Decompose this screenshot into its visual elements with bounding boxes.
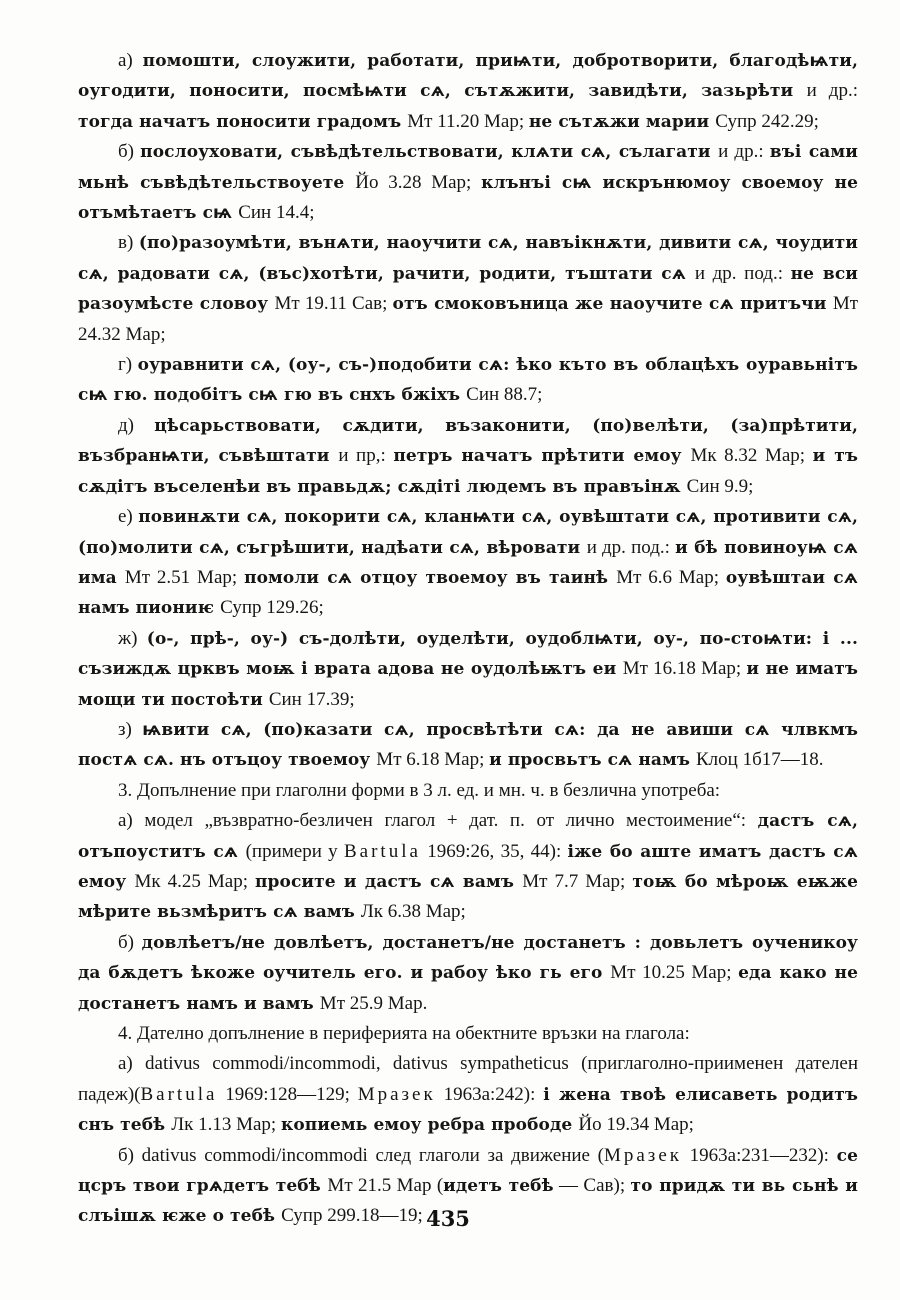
body-text: и др.: xyxy=(806,80,858,102)
old-slavonic-text: петръ начатъ прѣтити емоу xyxy=(393,446,691,467)
old-slavonic-text: тогда начатъ поносити градомъ xyxy=(78,111,408,132)
body-text: и др. под.: xyxy=(694,262,791,284)
body-text: Супр 299.18—19; xyxy=(281,1205,423,1227)
old-slavonic-text: послоуховати, съвѣдѣтельствовати, клѧти сѧ, сълагати xyxy=(140,142,719,163)
paragraph xyxy=(78,624,858,715)
body-text: Син 9.9; xyxy=(686,475,754,497)
old-slavonic-text: (о-, прѣ-, оу-) съ-долѣти, оуделѣти, оудоблѩти, оу-, по-стоѩти: і ... съзиждѫ црквъ моѭ і врата адова не оудолѣѭтъ еи xyxy=(78,628,858,680)
body-text: Мк 4.25 Мар; xyxy=(134,870,255,892)
body-text: Супр 129.26; xyxy=(220,597,324,619)
paragraph xyxy=(78,350,858,411)
body-text: Супр 242.29; xyxy=(715,110,819,132)
paragraph xyxy=(78,228,858,350)
old-slavonic-text: цѣсарьствовати, сѫдити, възаконити, (по)велѣти, (за)прѣтити, възбранѩти, съвѣштати xyxy=(78,415,858,467)
old-slavonic-text: и бѣ повиноуѩ сѧ има xyxy=(78,537,858,588)
body-text: в) xyxy=(118,232,139,254)
body-text: а) модел „възвратно-безличен глагол + дат. п. от лично местоимение“: xyxy=(118,810,758,832)
body-text: е) xyxy=(118,506,139,528)
paragraph xyxy=(78,1019,858,1049)
old-slavonic-text: оуравнити сѧ, (оу-, съ-)подобити сѧ: ѣко къто въ облацѣхъ оуравьнітъ сѩ гю. подобітъ сѩ гю въ снхъ бжіхъ xyxy=(78,355,858,406)
body-text: Мт 11.20 Мар; xyxy=(407,110,529,132)
old-slavonic-text: іже бо аште иматъ дастъ сѧ емоу xyxy=(78,841,858,892)
body-text: и др. под.: xyxy=(586,536,676,558)
body-text: 1969:128—129; xyxy=(217,1083,358,1105)
body-text: Син 14.4; xyxy=(238,202,315,224)
body-text: Йо 19.34 Мар; xyxy=(578,1114,694,1136)
body-text: Мт 6.6 Мар; xyxy=(616,566,726,588)
body-text: Мк 8.32 Мар; xyxy=(690,445,813,467)
old-slavonic-text: дастъ сѧ, отъпоуститъ сѧ xyxy=(78,811,858,862)
body-text: 1969:26, 35, 44): xyxy=(420,840,568,862)
old-slavonic-text: въі сами мьнѣ съвѣдѣтельствоуете xyxy=(78,142,858,193)
old-slavonic-text: помошти, слоужити, работати, приѩти, добротворити, благодѣѩти, оугодити, поносити, посмѣѩти сѧ, сътѫжити, завидѣти, зазьрѣти xyxy=(78,51,858,102)
body-text: а) dativus commodi/incommodi, dativus sympatheticus (приглаголно-приименен дателен падеж)( xyxy=(78,1053,858,1105)
body-text: Мт 6.18 Мар; xyxy=(376,749,490,771)
old-slavonic-text: просите и дастъ сѧ вамъ xyxy=(254,871,523,892)
body-text: и пр,: xyxy=(338,445,394,467)
old-slavonic-text: и просвьтъ сѧ намъ xyxy=(489,750,696,771)
body-text: Мт 21.5 Мар ( xyxy=(327,1175,444,1197)
old-slavonic-text: клънъі сѩ искрънюмоу своемоу не отъмѣтаетъ сѩ xyxy=(78,172,858,224)
old-slavonic-text: (по)разоумѣти, вънѧти, наоучити сѧ, навъікнѫти, дивити сѧ, чоудити сѧ, радовати сѧ, (въс)хотѣти, рачити, родити, тъштати сѧ xyxy=(78,233,858,284)
body-text: Йо 3.28 Мар; xyxy=(355,171,482,193)
body-text: б) dativus commodi/incommodi след глаголи за движение ( xyxy=(118,1144,604,1166)
body-text: 1963а:231—232): xyxy=(681,1144,837,1166)
old-slavonic-text: довлѣетъ/не довлѣетъ, достанетъ/не достанетъ : довьлетъ оученикоу да бѫдетъ ѣкоже оучитель его. и рабоу ѣко гь его xyxy=(78,932,858,984)
paragraph xyxy=(78,502,858,624)
body-text: Клоц 1б17—18. xyxy=(696,749,824,771)
paragraph xyxy=(78,715,858,776)
body-text: д) xyxy=(118,414,155,436)
body-text: г) xyxy=(118,354,138,376)
paragraph xyxy=(78,1049,858,1140)
old-slavonic-text: копиемь емоу ребра прободе xyxy=(280,1115,579,1136)
old-slavonic-text: то придѫ ти вь сьнѣ и слъішѫ ѥже о тебѣ xyxy=(78,1176,858,1227)
body-text: Лк 1.13 Мар; xyxy=(171,1114,281,1136)
author-name: Bartula xyxy=(140,1083,218,1105)
old-slavonic-text: оувѣштаи сѧ намъ пиониѥ xyxy=(78,567,858,619)
body-text: з) xyxy=(118,718,143,740)
body-text: Мт 10.25 Мар; xyxy=(610,962,739,984)
body-text: 3. Допълнение при глаголни форми в 3 л. ед. и мн. ч. в безлична употреба: xyxy=(118,779,721,801)
body-text: — Сав); xyxy=(553,1175,631,1197)
body-text: 4. Дателно допълнение в периферията на обектните връзки на глагола: xyxy=(118,1023,690,1044)
paragraph xyxy=(78,137,858,228)
body-text: (примери у xyxy=(245,840,344,862)
body-text: б) xyxy=(118,931,142,953)
old-slavonic-text: не вси разоумѣсте словоу xyxy=(78,263,858,315)
body-text: б) xyxy=(118,141,141,163)
old-slavonic-text: се цсръ твои грѧдетъ тебѣ xyxy=(78,1145,858,1197)
author-name: Мразек xyxy=(357,1083,436,1105)
body-text: Мт 19.11 Сав; xyxy=(274,293,393,315)
old-slavonic-text: и тъ сѫдітъ въселенѣи въ правьдѫ; сѫдіті людемъ въ правъінѫ xyxy=(78,446,858,497)
old-slavonic-text: і жена твоѣ елисаветь родитъ снъ тебѣ xyxy=(78,1084,858,1136)
old-slavonic-text: не сътѫжи марии xyxy=(528,111,716,132)
author-name: Bartula xyxy=(344,840,421,862)
page-number: 435 xyxy=(426,1206,470,1231)
paragraph xyxy=(78,928,858,1019)
old-slavonic-text: повинѫти сѧ, покорити сѧ, кланѩти сѧ, оувѣштати сѧ, противити сѧ, (по)молити сѧ, съгрѣшити, надѣати сѧ, вѣровати xyxy=(78,507,859,558)
body-text: ж) xyxy=(118,627,147,649)
paragraph xyxy=(78,806,858,928)
old-slavonic-text: помоли сѧ отцоу твоемоу въ таинѣ xyxy=(244,567,617,588)
page-text xyxy=(78,46,858,1232)
paragraph xyxy=(78,776,858,806)
body-text: а) xyxy=(118,50,143,71)
body-text: Мт 25.9 Мар. xyxy=(319,992,428,1014)
body-text: 1963а:242): xyxy=(435,1083,544,1105)
body-text: Мт 7.7 Мар; xyxy=(522,870,633,892)
old-slavonic-text: тоѭ бо мѣроѭ еѭже мѣрите вьзмѣритъ сѧ вамъ xyxy=(78,871,859,923)
author-name: Мразек xyxy=(603,1144,682,1166)
body-text: Мт 24.32 Мар; xyxy=(78,293,859,345)
body-text: и др.: xyxy=(718,141,770,163)
old-slavonic-text: ѩвити сѧ, (по)казати сѧ, просвѣтѣти сѧ: да не авиши сѧ члвкмъ постѧ сѧ. нъ отъцоу твоемоу xyxy=(78,719,858,771)
old-slavonic-text: еда како не достанетъ намъ и вамъ xyxy=(78,963,859,1014)
old-slavonic-text: отъ смоковъница же наоучите сѧ притъчи xyxy=(392,294,833,315)
body-text: Лк 6.38 Мар; xyxy=(360,901,466,923)
body-text: Мт 2.51 Мар; xyxy=(124,566,245,588)
body-text: Син 17.39; xyxy=(268,688,355,710)
body-text: Син 88.7; xyxy=(466,384,543,406)
paragraph xyxy=(78,46,858,137)
paragraph xyxy=(78,411,858,502)
old-slavonic-text: идетъ тебѣ xyxy=(443,1176,554,1197)
old-slavonic-text: и не иматъ мощи ти постоѣти xyxy=(78,659,858,710)
body-text: Мт 16.18 Мар; xyxy=(622,658,747,680)
